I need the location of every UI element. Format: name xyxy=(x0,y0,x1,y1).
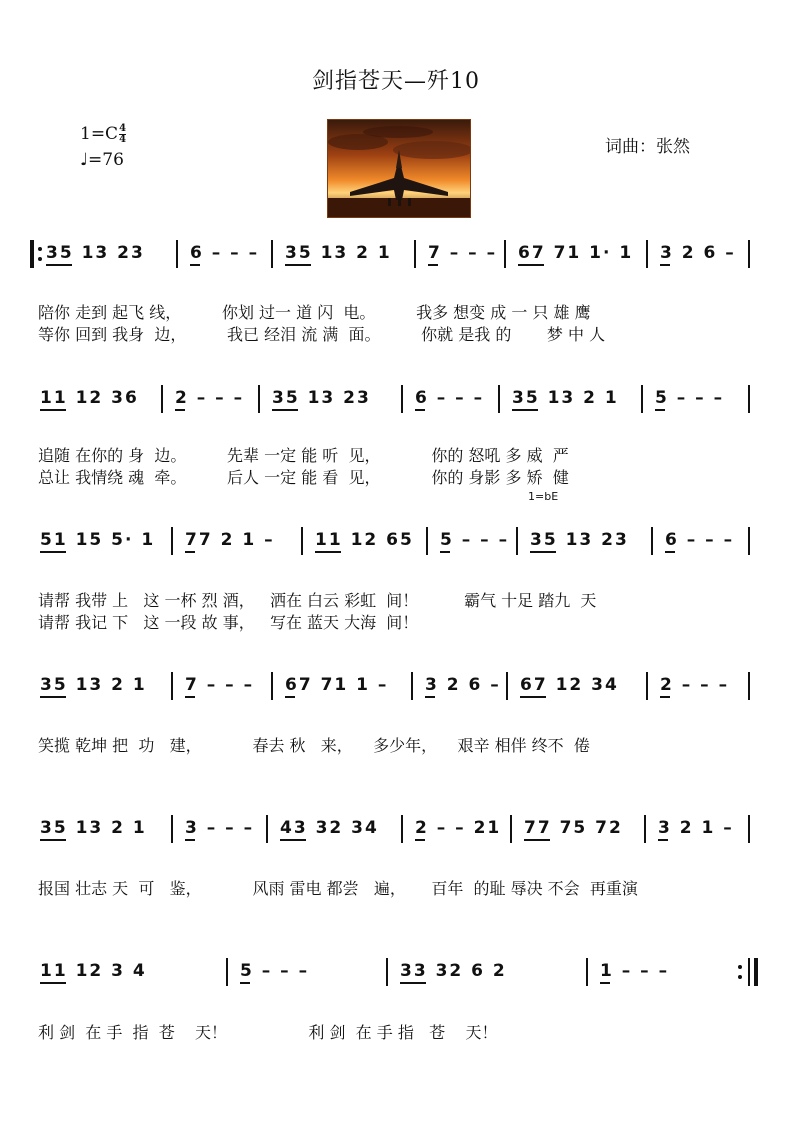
bar-line xyxy=(504,240,506,268)
measure-notes: 77 75 72 xyxy=(524,818,623,838)
repeat-dots xyxy=(38,244,42,264)
score-row xyxy=(30,527,765,587)
measure-notes: 35 13 23 xyxy=(530,530,629,550)
bar-line-end xyxy=(748,240,750,268)
bar-line xyxy=(641,385,643,413)
time-signature xyxy=(119,124,126,145)
time-top: 4 xyxy=(119,123,127,134)
tempo-marking: ♩=76 xyxy=(80,150,124,170)
bar-line xyxy=(506,672,508,700)
beam-line xyxy=(185,839,195,841)
lyric-line: 请帮 我记 下 这 一段 故 事， 写在 蓝天 大海 间！ xyxy=(38,613,419,632)
beam-line xyxy=(40,839,66,841)
measure-notes: 3 – – – xyxy=(185,818,255,838)
lyric-line: 陪你 走到 起飞 线， 你划 过一 道 闪 电。 我多 想变 成 一 只 雄 鹰 xyxy=(38,303,591,322)
beam-line xyxy=(415,839,425,841)
lyric-line: 报国 壮志 天 可 鉴， 风雨 雷电 都尝 遍， 百年 的耻 辱决 不会 再重演 xyxy=(38,879,638,898)
measure-notes: 2 – – – xyxy=(175,388,245,408)
bar-line xyxy=(401,385,403,413)
measure-notes: 35 13 23 xyxy=(46,243,145,263)
bar-line xyxy=(171,672,173,700)
beam-line xyxy=(415,409,425,411)
beam-line xyxy=(665,551,675,553)
song-title: 剑指苍天—歼10 xyxy=(312,69,480,94)
measure-notes: 35 13 2 1 xyxy=(285,243,392,263)
beam-line xyxy=(190,264,200,266)
bar-line xyxy=(646,672,648,700)
bar-line xyxy=(176,240,178,268)
measure-notes: 2 – – 21 xyxy=(415,818,502,838)
beam-line xyxy=(285,696,295,698)
bar-line xyxy=(586,958,588,986)
measure-notes: 35 13 23 xyxy=(272,388,371,408)
beam-line xyxy=(285,264,311,266)
measure-notes: 6 – – – xyxy=(665,530,735,550)
bar-line xyxy=(271,672,273,700)
score-row xyxy=(30,672,765,732)
measure-notes: 6 – – – xyxy=(415,388,485,408)
beam-line xyxy=(524,839,550,841)
measure-notes: 35 13 2 1 xyxy=(40,818,147,838)
beam-line xyxy=(40,982,66,984)
beam-line xyxy=(530,551,556,553)
beam-line xyxy=(40,696,66,698)
lyric-line: 笑揽 乾坤 把 功 建， 春去 秋 来， 多少年， 艰辛 相伴 终不 倦 xyxy=(38,736,590,755)
measure-notes: 3 2 6 – xyxy=(425,675,501,695)
measure-notes: 11 12 65 xyxy=(315,530,414,550)
bar-line xyxy=(258,385,260,413)
beam-line xyxy=(660,264,670,266)
beam-line xyxy=(520,696,546,698)
bar-line xyxy=(266,815,268,843)
measure-notes: 35 13 2 1 xyxy=(512,388,619,408)
beam-line xyxy=(440,551,450,553)
measure-notes: 3 2 6 – xyxy=(660,243,736,263)
lyric-line: 总让 我情绕 魂 牵。 后人 一定 能 看 见， 你的 身影 多 矫 健 xyxy=(38,468,569,487)
bar-line xyxy=(161,385,163,413)
bar-line xyxy=(414,240,416,268)
score-row xyxy=(30,240,765,300)
bar-line xyxy=(651,527,653,555)
lyric-line: 等你 回到 我身 边， 我已 经泪 流 满 面。 你就 是我 的 梦 中 人 xyxy=(38,325,606,344)
beam-line xyxy=(658,839,668,841)
beam-line xyxy=(280,839,306,841)
beam-line xyxy=(600,982,610,984)
lyric-line: 请帮 我带 上 这 一杯 烈 酒， 洒在 白云 彩虹 间！ 霸气 十足 踏九 天 xyxy=(38,591,597,610)
measure-notes: 67 12 34 xyxy=(520,675,619,695)
measure-notes: 5 – – – xyxy=(655,388,725,408)
composer-credit: 词曲：张然 xyxy=(605,137,690,157)
beam-line xyxy=(185,551,195,553)
measure-notes: 3 2 1 – xyxy=(658,818,734,838)
repeat-dots-end xyxy=(738,962,742,982)
bar-line xyxy=(386,958,388,986)
bar-line-end xyxy=(748,527,750,555)
measure-notes: 6 – – – xyxy=(190,243,260,263)
measure-notes: 11 12 36 xyxy=(40,388,139,408)
beam-line xyxy=(40,551,66,553)
beam-line xyxy=(425,696,435,698)
beam-line xyxy=(315,551,341,553)
measure-notes: 7 – – – xyxy=(428,243,498,263)
measure-notes: 67 71 1· 1 xyxy=(518,243,634,263)
beam-line xyxy=(655,409,665,411)
bar-line-end xyxy=(748,672,750,700)
measure-notes: 67 71 1 – xyxy=(285,675,389,695)
score-row xyxy=(30,958,765,1018)
bar-line xyxy=(271,240,273,268)
bar-line-end xyxy=(748,958,750,986)
score-row xyxy=(30,815,765,875)
measure-notes: 7 – – – xyxy=(185,675,255,695)
bar-line xyxy=(498,385,500,413)
measure-notes: 1 – – – xyxy=(600,961,670,981)
beam-line xyxy=(40,409,66,411)
sunset-jet-illustration xyxy=(328,120,470,217)
beam-line xyxy=(660,696,670,698)
beam-line xyxy=(185,696,195,698)
beam-line xyxy=(272,409,298,411)
repeat-end-bar xyxy=(754,958,758,986)
lyric-line: 追随 在你的 身 边。 先辈 一定 能 听 见， 你的 怒吼 多 威 严 xyxy=(38,446,569,465)
bar-line xyxy=(644,815,646,843)
measure-notes: 77 2 1 – xyxy=(185,530,275,550)
key-label: 1=C xyxy=(80,124,119,144)
bar-line xyxy=(516,527,518,555)
repeat-start-bar xyxy=(30,240,34,268)
lyric-line: 利 剑 在 手 指 苍 天！ 利 剑 在 手 指 苍 天！ xyxy=(38,1023,498,1042)
bar-line-end xyxy=(748,815,750,843)
modulation-marking: 1=bE xyxy=(528,490,559,503)
key-signature xyxy=(80,124,126,145)
beam-line xyxy=(512,409,538,411)
bar-line xyxy=(171,815,173,843)
fighter-jet-photo xyxy=(327,119,471,218)
measure-notes: 5 – – – xyxy=(240,961,310,981)
score-row xyxy=(30,385,765,445)
bar-line xyxy=(646,240,648,268)
measure-notes: 2 – – – xyxy=(660,675,730,695)
measure-notes: 35 13 2 1 xyxy=(40,675,147,695)
measure-notes: 5 – – – xyxy=(440,530,510,550)
beam-line xyxy=(175,409,185,411)
bar-line xyxy=(226,958,228,986)
time-bottom: 4 xyxy=(119,134,127,145)
measure-notes: 11 12 3 4 xyxy=(40,961,147,981)
bar-line xyxy=(301,527,303,555)
measure-notes: 33 32 6 2 xyxy=(400,961,507,981)
beam-line xyxy=(46,264,72,266)
measure-notes: 43 32 34 xyxy=(280,818,379,838)
bar-line-end xyxy=(748,385,750,413)
bar-line xyxy=(171,527,173,555)
bar-line xyxy=(401,815,403,843)
beam-line xyxy=(428,264,438,266)
beam-line xyxy=(400,982,426,984)
beam-line xyxy=(240,982,250,984)
bar-line xyxy=(510,815,512,843)
bar-line xyxy=(411,672,413,700)
bar-line xyxy=(426,527,428,555)
measure-notes: 51 15 5· 1 xyxy=(40,530,156,550)
beam-line xyxy=(518,264,544,266)
